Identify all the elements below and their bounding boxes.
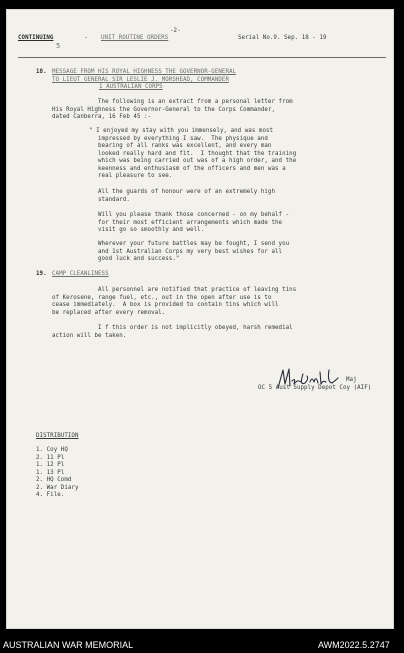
item-18-heading-line: TO LIEUT GENERAL SIR LESLIE J. MORSHEAD, COMMANDER [52,76,230,83]
quote-line: keenness and enthusiasm of the officers and men was a [98,165,286,172]
distribution-item: 2. HQ Comd [36,477,72,483]
header-continuing: CONTINUING [18,35,54,41]
header-title: UNIT ROUTINE ORDERS [101,35,169,41]
quote-line: real pleasure to see. [98,173,173,179]
quote-line: for their most efficient arrangements which made the [98,219,283,226]
quote-line: bearing of all ranks was excellent, and every man [98,143,272,149]
distribution-item: 2. 11 Pl [36,454,65,461]
item-18-intro-line: The following is an extract from a personal letter from [98,99,293,105]
quote-line: Will you please thank those concerned - on my behalf - [98,212,290,218]
document-page [6,9,394,629]
distribution-item: 1. Coy HQ [36,447,68,453]
signature-block: OC 5 Aust Supply Depot Coy (AIF) [258,385,372,391]
quote-line: visit go so smoothly and well. [98,227,205,233]
item-19-line: cease immediately. A box is provided to contain tins which will [52,302,279,308]
item-19-line: be replaced after every removal. [52,309,166,316]
item-19-line: action will be taken. [52,332,127,339]
quote-line: looked really hard and fit. I thought that the training [98,150,297,157]
page-number: -2- [170,28,181,34]
quote-line: All the guards of honour were of an extremely high [98,189,276,195]
quote-line: Wherever your future battles may be fought, I send you [98,241,290,247]
item-18-number: 18. [36,69,47,75]
quote-line: impressed by everything I saw. The physique and [98,135,268,142]
distribution-item: 1. 12 Pl [36,462,65,468]
archive-id: AWM2022.5.2747 [318,640,390,650]
quote-line: " I enjoyed my stay with you immensely, and was most [89,128,274,134]
quote-line: which was being carried out was of a high order, and the [98,158,297,164]
distribution-item: 4. File. [36,492,65,498]
item-19-line: I f this order is not implicitly obeyed, harsh remedial [98,325,293,331]
item-18-intro-line: His Royal Highness the Governor-General to the Corps Commander, [52,106,276,113]
item-18-heading-line: 1 AUSTRALIAN CORPS [99,84,163,90]
item-19-line: All personnel are notified that practice of leaving tins [98,287,297,293]
item-19-number: 19. [36,271,47,277]
item-19-line: of Kerosene, range fuel, etc., out in the open after use is to [52,294,272,301]
distribution-heading: DISTRIBUTION [36,433,79,439]
header-dash: - [84,35,88,41]
handwritten-mark: 5 [56,42,61,50]
header-rule [18,57,386,58]
item-18-heading-line: MESSAGE FROM HIS ROYAL HIGHNESS THE GOVERNOR-GENERAL [52,69,237,75]
quote-line: good luck and success." [98,256,180,262]
distribution-item: 2. War Diary [36,484,79,491]
quote-line: standard. [98,196,130,203]
item-18-intro-line: dated Canberra, 16 Feb 45 :- [52,114,152,120]
archive-name: AUSTRALIAN WAR MEMORIAL [3,640,134,650]
signature-rank: Maj [346,377,357,383]
archive-footer [0,630,404,653]
item-19-heading: CAMP CLEANLINESS [52,271,109,277]
header-serial: Serial No.9. Sep. 18 - 19 [238,35,327,41]
distribution-item: 1. 13 Pl [36,469,65,476]
quote-line: and 1st Australian Corps my very best wishes for all [98,248,283,255]
